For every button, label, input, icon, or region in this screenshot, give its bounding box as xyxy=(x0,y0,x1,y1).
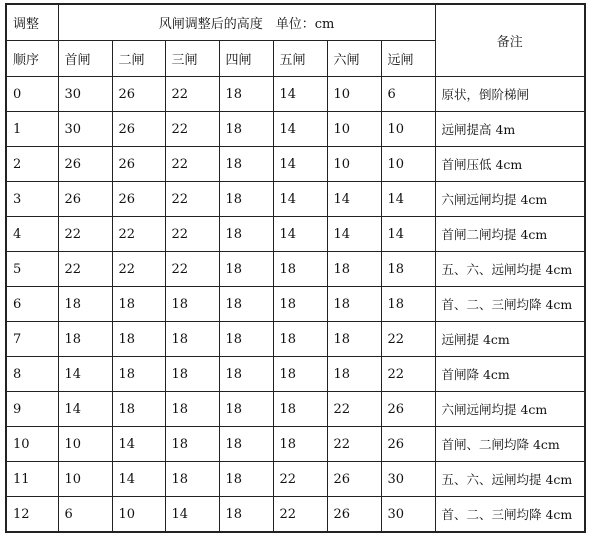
order-cell: 3 xyxy=(6,182,58,217)
note-cell: 五、六、远闸均提 4cm xyxy=(435,462,585,497)
height-cell: 26 xyxy=(112,182,165,217)
height-cell: 14 xyxy=(273,147,327,182)
note-cell: 首闸、二闸均降 4cm xyxy=(435,427,585,462)
height-cell: 22 xyxy=(273,462,327,497)
height-cell: 18 xyxy=(165,322,219,357)
note-cell: 首、二、三闸均降 4cm xyxy=(435,497,585,533)
height-cell: 22 xyxy=(165,217,219,252)
order-cell: 2 xyxy=(6,147,58,182)
height-cell: 18 xyxy=(219,357,273,392)
height-cell: 18 xyxy=(273,322,327,357)
height-cell: 26 xyxy=(58,147,112,182)
note-cell: 远闸提 4cm xyxy=(435,322,585,357)
order-cell: 7 xyxy=(6,322,58,357)
gate-adjustment-table xyxy=(5,3,586,533)
height-cell: 26 xyxy=(327,497,381,533)
height-cell: 30 xyxy=(381,497,435,533)
height-cell: 18 xyxy=(112,287,165,322)
height-cell: 22 xyxy=(273,497,327,533)
height-cell: 22 xyxy=(165,112,219,147)
height-cell: 18 xyxy=(165,357,219,392)
height-cell: 22 xyxy=(165,252,219,287)
height-cell: 6 xyxy=(58,497,112,533)
height-cell: 18 xyxy=(112,322,165,357)
height-cell: 18 xyxy=(381,287,435,322)
gate-header-4: 四闸 xyxy=(219,41,273,77)
height-cell: 14 xyxy=(327,182,381,217)
height-cell: 10 xyxy=(58,462,112,497)
height-cell: 18 xyxy=(381,252,435,287)
gate-header-3: 三闸 xyxy=(165,41,219,77)
gate-header-1: 首闸 xyxy=(58,41,112,77)
height-cell: 18 xyxy=(219,217,273,252)
order-header-top: 调整 xyxy=(6,4,58,41)
height-cell: 22 xyxy=(165,182,219,217)
note-cell: 六闸远闸均提 4cm xyxy=(435,392,585,427)
height-cell: 14 xyxy=(273,112,327,147)
height-cell: 18 xyxy=(273,287,327,322)
order-cell: 5 xyxy=(6,252,58,287)
note-header: 备注 xyxy=(435,4,585,77)
height-cell: 14 xyxy=(112,462,165,497)
height-cell: 18 xyxy=(112,392,165,427)
note-cell: 首、二、三闸均降 4cm xyxy=(435,287,585,322)
height-cell: 26 xyxy=(381,392,435,427)
height-cell: 18 xyxy=(219,462,273,497)
height-cell: 30 xyxy=(58,112,112,147)
height-cell: 14 xyxy=(327,217,381,252)
height-cell: 14 xyxy=(381,217,435,252)
height-cell: 18 xyxy=(219,287,273,322)
height-cell: 14 xyxy=(58,392,112,427)
height-cell: 26 xyxy=(112,77,165,112)
height-cell: 18 xyxy=(165,287,219,322)
height-cell: 26 xyxy=(112,147,165,182)
order-cell: 1 xyxy=(6,112,58,147)
height-cell: 10 xyxy=(327,77,381,112)
height-cell: 14 xyxy=(273,217,327,252)
height-cell: 18 xyxy=(273,252,327,287)
order-cell: 11 xyxy=(6,462,58,497)
height-cell: 18 xyxy=(273,392,327,427)
order-cell: 12 xyxy=(6,497,58,533)
height-cell: 22 xyxy=(165,147,219,182)
height-cell: 18 xyxy=(58,322,112,357)
height-cell: 22 xyxy=(112,217,165,252)
table-row xyxy=(6,322,585,357)
order-cell: 0 xyxy=(6,77,58,112)
note-cell: 远闸提高 4m xyxy=(435,112,585,147)
height-cell: 26 xyxy=(112,112,165,147)
note-cell: 原状，倒阶梯闸 xyxy=(435,77,585,112)
table-row xyxy=(6,147,585,182)
order-cell: 9 xyxy=(6,392,58,427)
height-cell: 18 xyxy=(219,392,273,427)
height-cell: 18 xyxy=(165,462,219,497)
height-cell: 18 xyxy=(273,427,327,462)
note-cell: 首闸降 4cm xyxy=(435,357,585,392)
height-cell: 14 xyxy=(58,357,112,392)
height-cell: 14 xyxy=(273,77,327,112)
note-cell: 首闸二闸均提 4cm xyxy=(435,217,585,252)
height-cell: 18 xyxy=(273,357,327,392)
height-cell: 10 xyxy=(327,147,381,182)
order-cell: 4 xyxy=(6,217,58,252)
height-cell: 18 xyxy=(219,427,273,462)
height-cell: 10 xyxy=(381,112,435,147)
height-cell: 18 xyxy=(165,427,219,462)
height-cell: 18 xyxy=(327,322,381,357)
table-row xyxy=(6,427,585,462)
table-row xyxy=(6,357,585,392)
height-cell: 18 xyxy=(219,77,273,112)
height-cell: 18 xyxy=(327,252,381,287)
height-cell: 26 xyxy=(381,427,435,462)
height-cell: 18 xyxy=(219,147,273,182)
height-cell: 22 xyxy=(165,77,219,112)
table-row xyxy=(6,252,585,287)
note-cell: 首闸压低 4cm xyxy=(435,147,585,182)
height-cell: 22 xyxy=(327,427,381,462)
table-row xyxy=(6,392,585,427)
gate-header-2: 二闸 xyxy=(112,41,165,77)
height-cell: 22 xyxy=(58,217,112,252)
gate-header-6: 六闸 xyxy=(327,41,381,77)
height-cell: 22 xyxy=(327,392,381,427)
order-header-bottom: 顺序 xyxy=(6,41,58,77)
gate-header-far: 远闸 xyxy=(381,41,435,77)
height-cell: 26 xyxy=(327,462,381,497)
table-row xyxy=(6,462,585,497)
height-cell: 18 xyxy=(219,322,273,357)
height-cell: 22 xyxy=(112,252,165,287)
height-cell: 22 xyxy=(381,322,435,357)
height-cell: 10 xyxy=(112,497,165,533)
height-cell: 14 xyxy=(112,427,165,462)
order-cell: 6 xyxy=(6,287,58,322)
height-cell: 14 xyxy=(165,497,219,533)
order-cell: 8 xyxy=(6,357,58,392)
height-cell: 6 xyxy=(381,77,435,112)
height-cell: 30 xyxy=(58,77,112,112)
height-cell: 14 xyxy=(273,182,327,217)
height-header: 风闸调整后的高度 单位：cm xyxy=(58,4,435,41)
height-cell: 18 xyxy=(219,182,273,217)
height-cell: 22 xyxy=(58,252,112,287)
table-row xyxy=(6,287,585,322)
height-cell: 18 xyxy=(219,497,273,533)
height-cell: 18 xyxy=(58,287,112,322)
height-cell: 18 xyxy=(327,287,381,322)
height-cell: 18 xyxy=(219,252,273,287)
table-row xyxy=(6,77,585,112)
table-row xyxy=(6,182,585,217)
gate-header-5: 五闸 xyxy=(273,41,327,77)
height-cell: 10 xyxy=(58,427,112,462)
height-cell: 18 xyxy=(219,112,273,147)
table-row xyxy=(6,217,585,252)
height-cell: 26 xyxy=(58,182,112,217)
height-cell: 22 xyxy=(381,357,435,392)
height-cell: 18 xyxy=(165,392,219,427)
note-cell: 五、六、远闸均提 4cm xyxy=(435,252,585,287)
height-cell: 14 xyxy=(381,182,435,217)
table-row xyxy=(6,497,585,533)
table-row xyxy=(6,112,585,147)
height-cell: 18 xyxy=(327,357,381,392)
note-cell: 六闸远闸均提 4cm xyxy=(435,182,585,217)
height-cell: 18 xyxy=(112,357,165,392)
height-cell: 10 xyxy=(381,147,435,182)
order-cell: 10 xyxy=(6,427,58,462)
height-cell: 30 xyxy=(381,462,435,497)
height-cell: 10 xyxy=(327,112,381,147)
